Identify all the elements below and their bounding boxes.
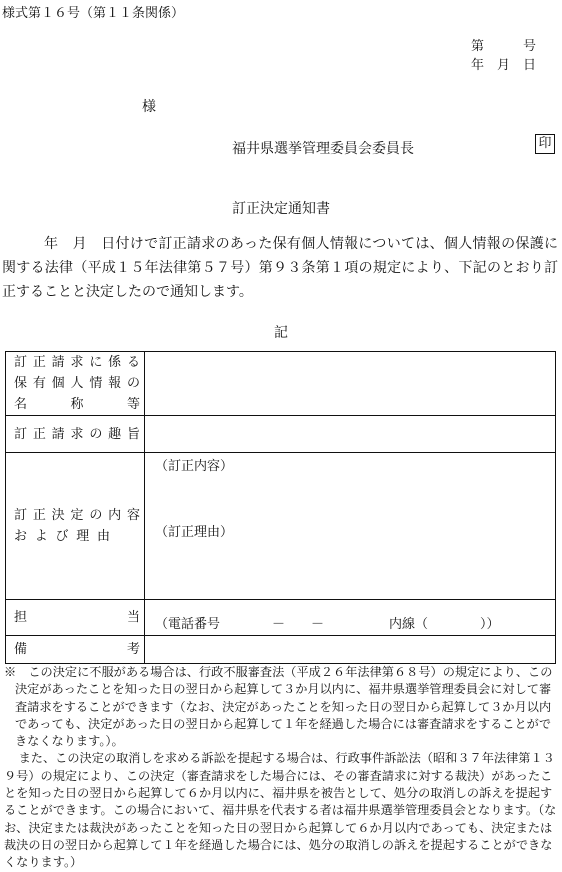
- label-char: る: [126, 355, 140, 370]
- document-title: 訂正決定通知書: [232, 201, 330, 217]
- label-char: 名: [14, 397, 28, 412]
- label-char: 訂: [14, 426, 28, 442]
- decision-content: [145, 453, 555, 599]
- label-char: の: [126, 376, 140, 391]
- label-char: 内: [108, 508, 122, 523]
- label-line: [14, 373, 140, 394]
- label-char: 決: [51, 508, 65, 523]
- value-cell-contact[interactable]: [145, 600, 556, 636]
- label-text: 当: [126, 610, 140, 625]
- label-char: お: [14, 529, 28, 544]
- notes-block: [4, 664, 557, 872]
- label-line: [14, 526, 140, 547]
- document-date-label: 年 月 日: [471, 58, 537, 73]
- table-row: [6, 416, 556, 453]
- label-char: び: [55, 529, 69, 544]
- label-char: 有: [32, 376, 46, 391]
- table-row: [6, 636, 556, 664]
- label-char: 保: [14, 376, 28, 391]
- label-char: 等: [126, 397, 140, 412]
- label-char: 求: [70, 355, 84, 370]
- value-cell-decision[interactable]: [145, 453, 556, 600]
- label-char: 個: [51, 376, 65, 391]
- row-label-remarks: [6, 636, 145, 664]
- label-char: 求: [70, 426, 84, 442]
- value-cell-target-info[interactable]: [145, 352, 556, 416]
- label-char: 人: [70, 376, 84, 391]
- label-line: [14, 352, 140, 373]
- note-lawsuit: また、この決定の取消しを求める訴訟を提起する場合は、行政事件訴訟法（昭和３７年法律第１３９号）の規定により、この決定（審査請求をした場合には、その審査請求に対する裁決）があったことを知った日の翌日から起算して６か月以内に、福井県を被告として、処分の取消しの訴えを提起することができます。この場合において、福井県を代表する者は福井県選挙管理委員会となります。（なお、決定または裁決があったことを知った日の翌日から起算して６か月以内であっても、決定または裁決の日の翌日から起算して１年を経過した場合には、処分の取消しの訴えを提起することができなくなります。）: [4, 751, 557, 870]
- value-cell-request-purpose[interactable]: [145, 416, 556, 453]
- label-char: 趣: [108, 426, 122, 442]
- label-text: 備: [14, 642, 28, 657]
- note-appeal: ※ この決定に不服がある場合は、行政不服審査法（平成２６年法律第６８号）の規定により、この決定があったことを知った日の翌日から起算して３か月以内に、福井県選挙管理委員会に対して審査請求をすることができます（なお、決定があったことを知った日の翌日から起算して３か月以内であっても、決定があった日の翌日から起算して１年を経過した場合には審査請求をすることができなくなります。）。: [4, 665, 553, 749]
- label-char: 訂: [14, 355, 28, 370]
- label-char: 情: [89, 376, 103, 391]
- addressee-label: 様: [142, 99, 156, 115]
- table-row: [6, 600, 556, 636]
- label-char: 係: [108, 355, 122, 370]
- value-cell-remarks[interactable]: [145, 636, 556, 664]
- seal-box: 印: [535, 134, 555, 154]
- phone-line: （電話番号 － － 内線（ ））: [155, 617, 500, 632]
- label-char: 訂: [14, 508, 28, 523]
- label-char: 正: [32, 426, 46, 442]
- label-char: 正: [32, 355, 46, 370]
- row-label-target-info: [6, 352, 145, 416]
- correction-reason-label: （訂正理由）: [155, 525, 234, 540]
- issuer-name: 福井県選挙管理委員会委員長: [232, 141, 414, 157]
- label-text: 担: [14, 610, 28, 625]
- label-line: [14, 639, 140, 660]
- label-line: [14, 424, 140, 445]
- label-char: 称: [70, 397, 84, 412]
- table-row: [6, 453, 556, 600]
- row-label-contact: [6, 600, 145, 636]
- document-number-label: 第 号: [471, 39, 537, 54]
- decision-table: [5, 351, 556, 664]
- label-line: [14, 505, 140, 526]
- label-line: [14, 607, 140, 628]
- row-label-decision: [6, 453, 145, 600]
- label-line: [14, 394, 140, 415]
- label-text: 考: [126, 642, 140, 657]
- row-label-request-purpose: [6, 416, 145, 453]
- label-char: 旨: [126, 426, 140, 442]
- label-char: 正: [32, 508, 46, 523]
- label-char: 請: [51, 426, 65, 442]
- table-row: [6, 352, 556, 416]
- label-char: 定: [70, 508, 84, 523]
- body-paragraph: 年 月 日付けで訂正請求のあった保有個人情報については、個人情報の保護に関する法律（平成１５年法律第５７号）第９３条第１項の規定により、下記のとおり訂正することと決定したので通知します。: [2, 236, 558, 300]
- ki-heading: 記: [274, 325, 288, 341]
- label-char: 理: [76, 529, 90, 544]
- label-char: 由: [96, 529, 110, 544]
- label-char: 報: [108, 376, 122, 391]
- label-char: に: [89, 355, 103, 370]
- label-char: の: [89, 426, 103, 442]
- label-char: 容: [126, 508, 140, 523]
- form-number-label: 様式第１６号（第１１条関係）: [2, 6, 185, 21]
- correction-content-label: （訂正内容）: [155, 459, 234, 474]
- label-char: 請: [51, 355, 65, 370]
- label-char: の: [89, 508, 103, 523]
- label-char: よ: [34, 529, 48, 544]
